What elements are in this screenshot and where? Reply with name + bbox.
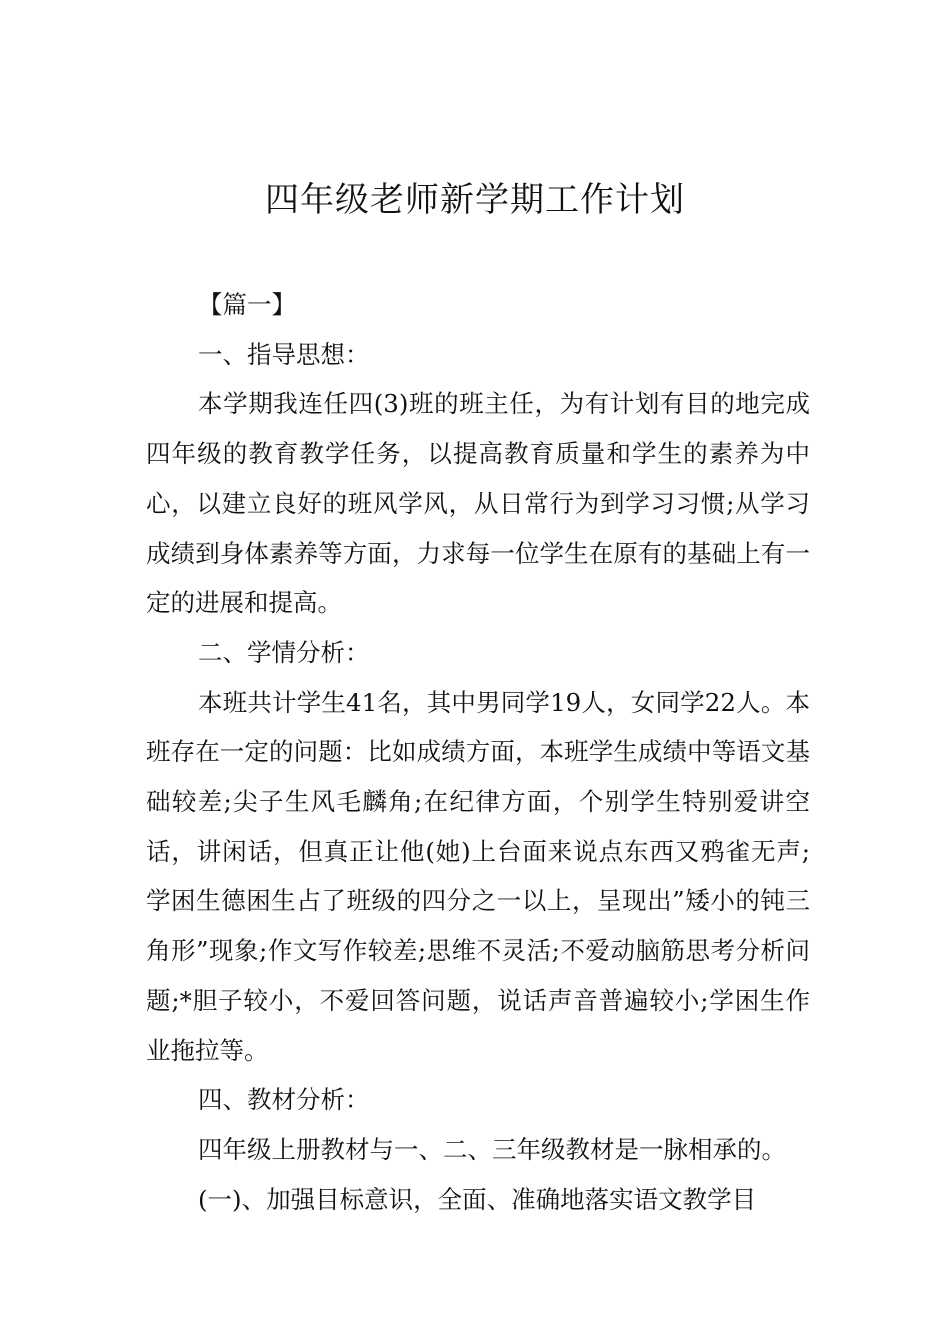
document-body — [146, 280, 810, 1224]
heading-student-analysis: 二、学情分析： — [198, 637, 370, 667]
paragraph-guiding-thought: 本学期我连任四(3)班的班主任，为有计划有目的地完成四年级的教育教学任务，以提高教育质量和学生的素养为中心，以建立良好的班风学风，从日常行为到学习习惯;从学习成绩到身体素养等方面，力求每一位学生在原有的基础上有一定的进展和提高。 — [146, 389, 810, 618]
paragraph-goal-awareness: (一)、加强目标意识，全面、准确地落实语文教学目 — [198, 1184, 757, 1214]
paragraph-textbook-analysis: 四年级上册教材与一、二、三年级教材是一脉相承的。 — [198, 1134, 786, 1164]
section-label: 【篇一】 — [198, 290, 296, 319]
paragraph-student-analysis: 本班共计学生41名，其中男同学19人，女同学22人。本班存在一定的问题：比如成绩方面，本班学生成绩中等语文基础较差;尖子生风毛麟角;在纪律方面，个别学生特别爱讲空话，讲闲话，但真正让他(她)上台面来说点东西又鸦雀无声;学困生德困生占了班级的四分之一以上，呈现出”矮小的钝三角形”现象;作文写作较差;思维不灵活;不爱动脑筋思考分析问题;*胆子较小，不爱回答问题，说话声音普遍较小;学困生作业拖拉等。 — [146, 687, 810, 1065]
document-title: 四年级老师新学期工作计划 — [265, 180, 685, 220]
heading-guiding-thought: 一、指导思想： — [198, 339, 370, 369]
heading-textbook-analysis: 四、教材分析： — [198, 1085, 370, 1115]
